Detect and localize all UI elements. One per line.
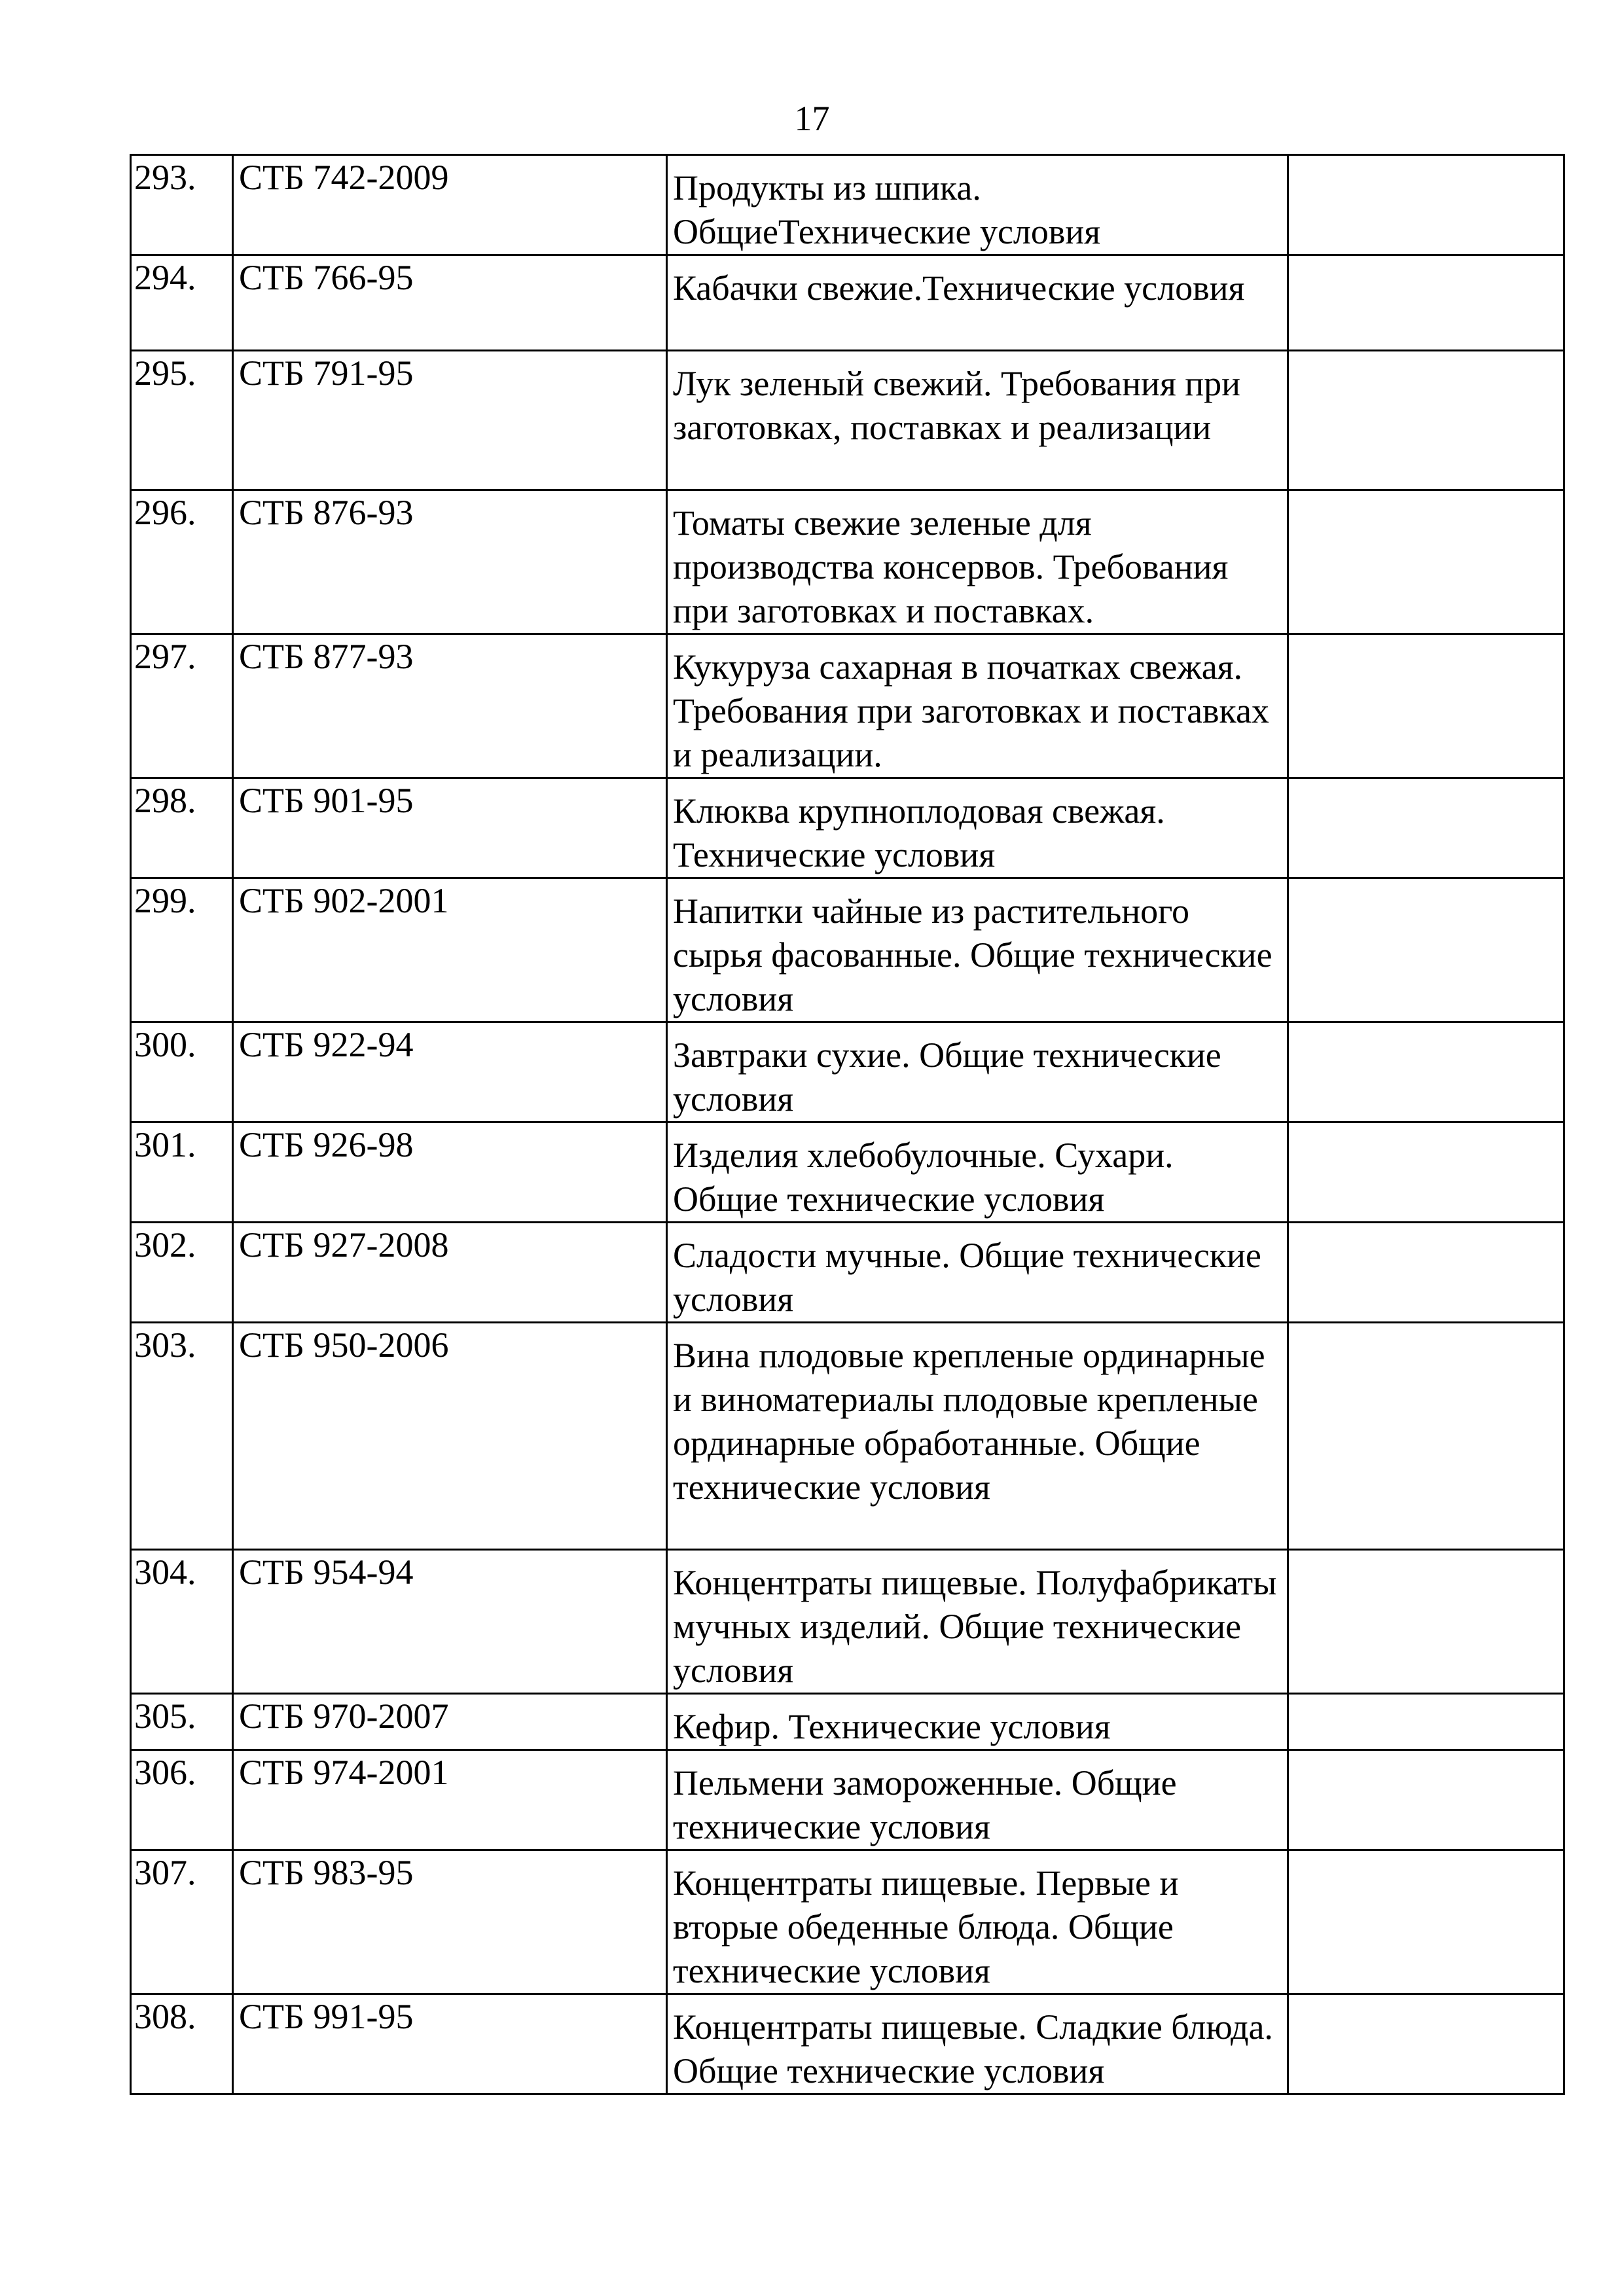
standard-title-cell [667,1550,1288,1694]
standard-code: СТБ 791-95 [233,351,667,490]
standard-code: СТБ 954-94 [233,1550,667,1694]
table-row [131,255,1564,351]
row-number: 300. [131,1022,233,1122]
standard-code: СТБ 970-2007 [233,1694,667,1750]
row-number: 305. [131,1694,233,1750]
standard-code: СТБ 950-2006 [233,1323,667,1550]
table-row [131,155,1564,255]
note-cell [1288,351,1564,490]
standard-title-cell [667,1323,1288,1550]
row-number: 301. [131,1122,233,1223]
table-row [131,634,1564,778]
standard-title-cell [667,778,1288,878]
row-number: 295. [131,351,233,490]
table-row [131,1022,1564,1122]
standard-title-cell [667,1022,1288,1122]
table-row [131,490,1564,634]
table-row [131,1850,1564,1994]
standard-title: Концентраты пищевые. Сладкие блюда. Общие технические условия [673,2007,1273,2090]
table-row [131,1694,1564,1750]
table-row [131,1223,1564,1323]
standard-title-cell [667,490,1288,634]
table-row [131,1550,1564,1694]
standard-title-cell [667,634,1288,778]
row-number: 298. [131,778,233,878]
standard-title: Продукты из шпика. ОбщиеТехнические условия [673,168,1101,251]
standard-title-cell [667,1122,1288,1223]
standard-code: СТБ 983-95 [233,1850,667,1994]
row-number: 296. [131,490,233,634]
note-cell [1288,878,1564,1022]
standard-title: Лук зеленый свежий. Требования при заготовках, поставках и реализации [673,364,1241,447]
standard-title: Концентраты пищевые. Первые и вторые обеденные блюда. Общие технические условия [673,1863,1179,1990]
table-row [131,1323,1564,1550]
standard-title: Концентраты пищевые. Полуфабрикаты мучных изделий. Общие технические условия [673,1563,1277,1690]
row-number: 297. [131,634,233,778]
standard-code: СТБ 876-93 [233,490,667,634]
row-number: 306. [131,1750,233,1850]
standard-code: СТБ 991-95 [233,1994,667,2094]
standard-title: Кукуруза сахарная в початках свежая. Требования при заготовках и поставках и реализации. [673,647,1269,774]
standard-title: Завтраки сухие. Общие технические условия [673,1035,1221,1119]
standard-code: СТБ 927-2008 [233,1223,667,1323]
standard-title-cell [667,1694,1288,1750]
standard-title: Сладости мучные. Общие технические условия [673,1236,1261,1319]
note-cell [1288,1750,1564,1850]
standard-title: Кабачки свежие.Технические условия [673,268,1245,308]
note-cell [1288,778,1564,878]
table-row [131,778,1564,878]
note-cell [1288,155,1564,255]
standard-title: Пельмени замороженные. Общие технические условия [673,1763,1177,1846]
standard-title-cell [667,1994,1288,2094]
standards-table [130,154,1565,2095]
row-number: 307. [131,1850,233,1994]
note-cell [1288,490,1564,634]
standard-code: СТБ 742-2009 [233,155,667,255]
note-cell [1288,1550,1564,1694]
standard-code: СТБ 901-95 [233,778,667,878]
note-cell [1288,255,1564,351]
standard-title: Изделия хлебобулочные. Сухари. Общие технические условия [673,1136,1174,1219]
standard-title-cell [667,1223,1288,1323]
page-number: 17 [794,99,830,138]
note-cell [1288,1223,1564,1323]
standard-code: СТБ 922-94 [233,1022,667,1122]
standard-title: Томаты свежие зеленые для производства консервов. Требования при заготовках и поставках. [673,503,1229,630]
note-cell [1288,634,1564,778]
standard-title-cell [667,878,1288,1022]
table-row [131,351,1564,490]
standard-title-cell [667,351,1288,490]
note-cell [1288,1850,1564,1994]
row-number: 294. [131,255,233,351]
standard-title: Клюква крупноплодовая свежая. Технические условия [673,791,1165,874]
standard-code: СТБ 974-2001 [233,1750,667,1850]
row-number: 304. [131,1550,233,1694]
note-cell [1288,1323,1564,1550]
standard-code: СТБ 766-95 [233,255,667,351]
standard-title-cell [667,255,1288,351]
standard-title: Вина плодовые крепленые ординарные и виноматериалы плодовые крепленые ординарные обработанные. Общие технические условия [673,1336,1265,1507]
note-cell [1288,1022,1564,1122]
note-cell [1288,1694,1564,1750]
row-number: 303. [131,1323,233,1550]
standard-title-cell [667,155,1288,255]
table-body [131,155,1564,2094]
standard-code: СТБ 926-98 [233,1122,667,1223]
table-row [131,878,1564,1022]
note-cell [1288,1122,1564,1223]
standard-code: СТБ 902-2001 [233,878,667,1022]
standard-title: Кефир. Технические условия [673,1707,1111,1746]
table-row [131,1750,1564,1850]
note-cell [1288,1994,1564,2094]
row-number: 299. [131,878,233,1022]
standard-title-cell [667,1850,1288,1994]
row-number: 308. [131,1994,233,2094]
row-number: 293. [131,155,233,255]
table-row [131,1994,1564,2094]
row-number: 302. [131,1223,233,1323]
standard-title-cell [667,1750,1288,1850]
table-row [131,1122,1564,1223]
standard-code: СТБ 877-93 [233,634,667,778]
standard-title: Напитки чайные из растительного сырья фасованные. Общие технические условия [673,891,1272,1018]
